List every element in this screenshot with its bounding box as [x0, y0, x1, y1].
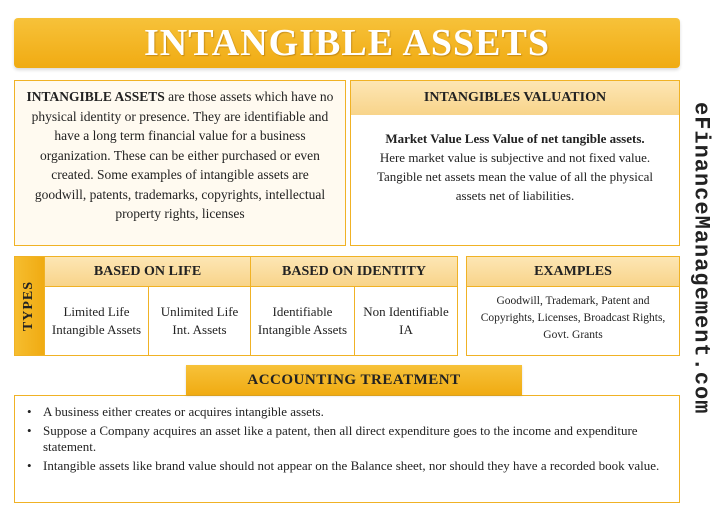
accounting-list — [27, 404, 669, 474]
definition-body: are those assets which have no physical identity or presence. They are identifiable and have a long term financial value for a business organization. These can be either purchased or even created. Some examples of intangible assets are goodwill, patents, trademarks, copyrights, intellectual property rights, licenses — [31, 89, 334, 221]
type-limited-life: Limited Life Intangible Assets — [45, 287, 149, 355]
accounting-item-text: Intangible assets like brand value should not appear on the Balance sheet, nor should they have a recorded book value. — [43, 457, 660, 473]
accounting-heading: ACCOUNTING TREATMENT — [186, 365, 522, 395]
title-banner — [14, 18, 680, 68]
types-label: TYPES — [21, 280, 37, 332]
definition-text — [25, 87, 335, 224]
type-unlimited-life: Unlimited Life Int. Assets — [149, 287, 251, 355]
accounting-item-text: Suppose a Company acquires an asset like a patent, then all direct expenditure goes to the income and expenditure statement. — [43, 422, 638, 454]
definition-lead: INTANGIBLE ASSETS — [26, 89, 165, 104]
accounting-item-text: A business either creates or acquires intangible assets. — [43, 404, 324, 419]
brand-watermark — [686, 18, 716, 498]
valuation-heading: INTANGIBLES VALUATION — [351, 81, 679, 115]
valuation-subheading: Market Value Less Value of net tangible assets. — [385, 131, 645, 146]
accounting-box — [14, 395, 680, 503]
page-title: INTANGIBLE ASSETS — [144, 22, 550, 64]
types-box — [14, 256, 458, 356]
valuation-box — [350, 80, 680, 246]
examples-box — [466, 256, 680, 356]
accounting-item — [27, 423, 669, 456]
examples-text: Goodwill, Trademark, Patent and Copyrights, Licenses, Broadcast Rights, Govt. Grants — [480, 295, 666, 341]
based-on-identity-heading: BASED ON IDENTITY — [251, 257, 457, 287]
valuation-text: Here market value is subjective and not fixed value. Tangible net assets mean the value of all the physical assets net of liabilities. — [377, 150, 653, 203]
type-non-identifiable: Non Identifiable IA — [363, 304, 449, 337]
accounting-item — [27, 458, 669, 475]
bullet-icon: • — [27, 404, 32, 419]
definition-box — [14, 80, 346, 246]
accounting-item — [27, 404, 669, 421]
based-on-life-heading: BASED ON LIFE — [45, 257, 251, 287]
types-label-strip — [15, 257, 45, 355]
brand-text: eFinanceManagement.com — [688, 101, 714, 415]
type-identifiable: Identifiable Intangible Assets — [251, 287, 355, 355]
valuation-body — [351, 129, 679, 205]
bullet-icon: • — [27, 422, 32, 438]
examples-heading: EXAMPLES — [467, 257, 679, 287]
bullet-icon: • — [27, 457, 32, 473]
